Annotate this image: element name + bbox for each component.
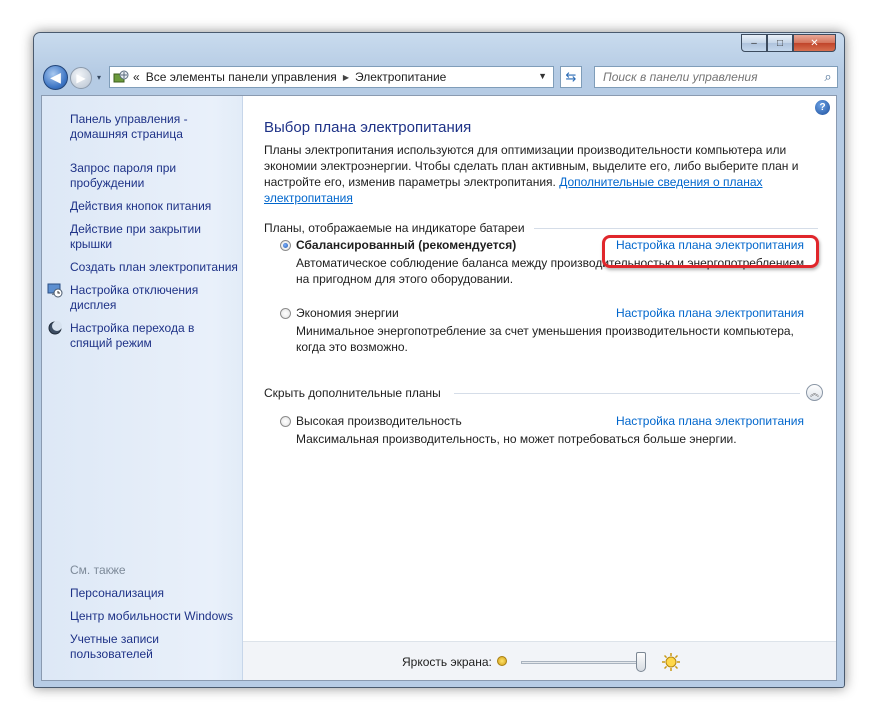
sidebar-item-home[interactable]: Панель управления - домашняя страница (70, 112, 188, 141)
sidebar-item-sleep[interactable]: Настройка перехода в спящий режим (70, 321, 195, 350)
control-panel-icon (113, 69, 129, 85)
sidebar (42, 96, 243, 680)
radio-balanced[interactable] (280, 240, 291, 251)
highlight-annotation (602, 235, 819, 268)
search-icon[interactable]: ⌕ (824, 69, 832, 84)
see-also-user-accounts[interactable]: Учетные записи пользователей (70, 632, 159, 661)
brightness-bar (243, 641, 837, 681)
see-also-mobility-center[interactable]: Центр мобильности Windows (70, 609, 233, 623)
help-icon[interactable]: ? (815, 100, 830, 115)
close-button[interactable]: ✕ (793, 34, 836, 52)
content-area (41, 95, 837, 681)
breadcrumb-all-items[interactable]: Все элементы панели управления (145, 70, 337, 84)
group-divider (454, 393, 800, 394)
plan-desc-power-saver: Минимальное энергопотребление за счет уменьшения производительности компьютера, когда это возможно. (296, 324, 794, 354)
display-clock-icon (47, 282, 63, 298)
radio-power-saver[interactable] (280, 308, 291, 319)
plan-settings-link-high-performance[interactable]: Настройка плана электропитания (615, 414, 804, 428)
brightness-slider-track[interactable] (521, 661, 646, 664)
plan-settings-link-power-saver[interactable]: Настройка плана электропитания (615, 306, 804, 320)
see-also-personalization[interactable]: Персонализация (70, 586, 165, 600)
maximize-button[interactable]: □ (767, 34, 793, 52)
plan-desc-high-performance: Максимальная производительность, но может потребоваться больше энергии. (296, 432, 737, 446)
group-title-battery-plans: Планы, отображаемые на индикаторе батареи (264, 221, 525, 235)
plan-settings-link-balanced[interactable]: Настройка плана электропитания (615, 238, 804, 252)
navigation-bar (40, 63, 840, 93)
group-divider (534, 228, 818, 229)
control-panel-window (33, 32, 845, 688)
sidebar-item-create-plan[interactable]: Создать план электропитания (70, 260, 238, 274)
more-info-link[interactable]: Дополнительные сведения о планах электропитания (264, 175, 763, 205)
breadcrumb-separator-icon[interactable]: ▶ (342, 72, 349, 82)
intro-text: Планы электропитания используются для оптимизации производительности компьютера или экономии электроэнергии. Чтобы сделать план активным, выделите его, либо выберите план и настройте его, изменив параметры электропитания. Дополнительные сведения о планах электропитания (264, 143, 799, 205)
group-title-hide-plans: Скрыть дополнительные планы (264, 386, 441, 400)
plan-name-power-saver[interactable]: Экономия энергии (296, 306, 399, 320)
sidebar-item-display-off[interactable]: Настройка отключения дисплея (70, 283, 199, 312)
plan-name-balanced[interactable]: Сбалансированный (рекомендуется) (296, 238, 517, 252)
address-bar[interactable] (109, 66, 554, 88)
brightness-high-icon (661, 652, 681, 672)
back-button[interactable]: ◀ (43, 65, 68, 90)
caption-buttons (741, 34, 836, 53)
search-input[interactable] (601, 69, 819, 85)
plan-name-high-performance[interactable]: Высокая производительность (296, 414, 462, 428)
brightness-label: Яркость экрана: (402, 655, 492, 669)
brightness-slider-thumb[interactable] (636, 652, 646, 672)
radio-high-performance[interactable] (280, 416, 291, 427)
see-also-title: См. также (70, 563, 126, 577)
forward-button[interactable]: ▶ (70, 67, 92, 89)
moon-icon (47, 320, 63, 336)
sidebar-item-lid-action[interactable]: Действие при закрытии крышки (70, 222, 201, 251)
recent-pages-dropdown-icon[interactable]: ▾ (97, 73, 102, 82)
address-overflow[interactable]: « (133, 70, 140, 84)
collapse-plans-button[interactable]: ︽ (806, 384, 823, 401)
address-dropdown-icon[interactable]: ▼ (538, 71, 547, 81)
sidebar-item-password-wakeup[interactable]: Запрос пароля при пробуждении (70, 161, 177, 190)
brightness-low-icon (497, 656, 507, 666)
sidebar-item-power-buttons[interactable]: Действия кнопок питания (70, 199, 212, 213)
plan-desc-balanced: Автоматическое соблюдение баланса между производительностью и энергопотреблением на пригодном для этого оборудовании. (296, 256, 805, 286)
breadcrumb-power-options[interactable]: Электропитание (354, 70, 447, 84)
page-title: Выбор плана электропитания (264, 119, 472, 136)
search-box[interactable] (594, 66, 838, 88)
refresh-button[interactable]: ⇆ (560, 66, 582, 88)
minimize-button[interactable]: – (741, 34, 767, 52)
